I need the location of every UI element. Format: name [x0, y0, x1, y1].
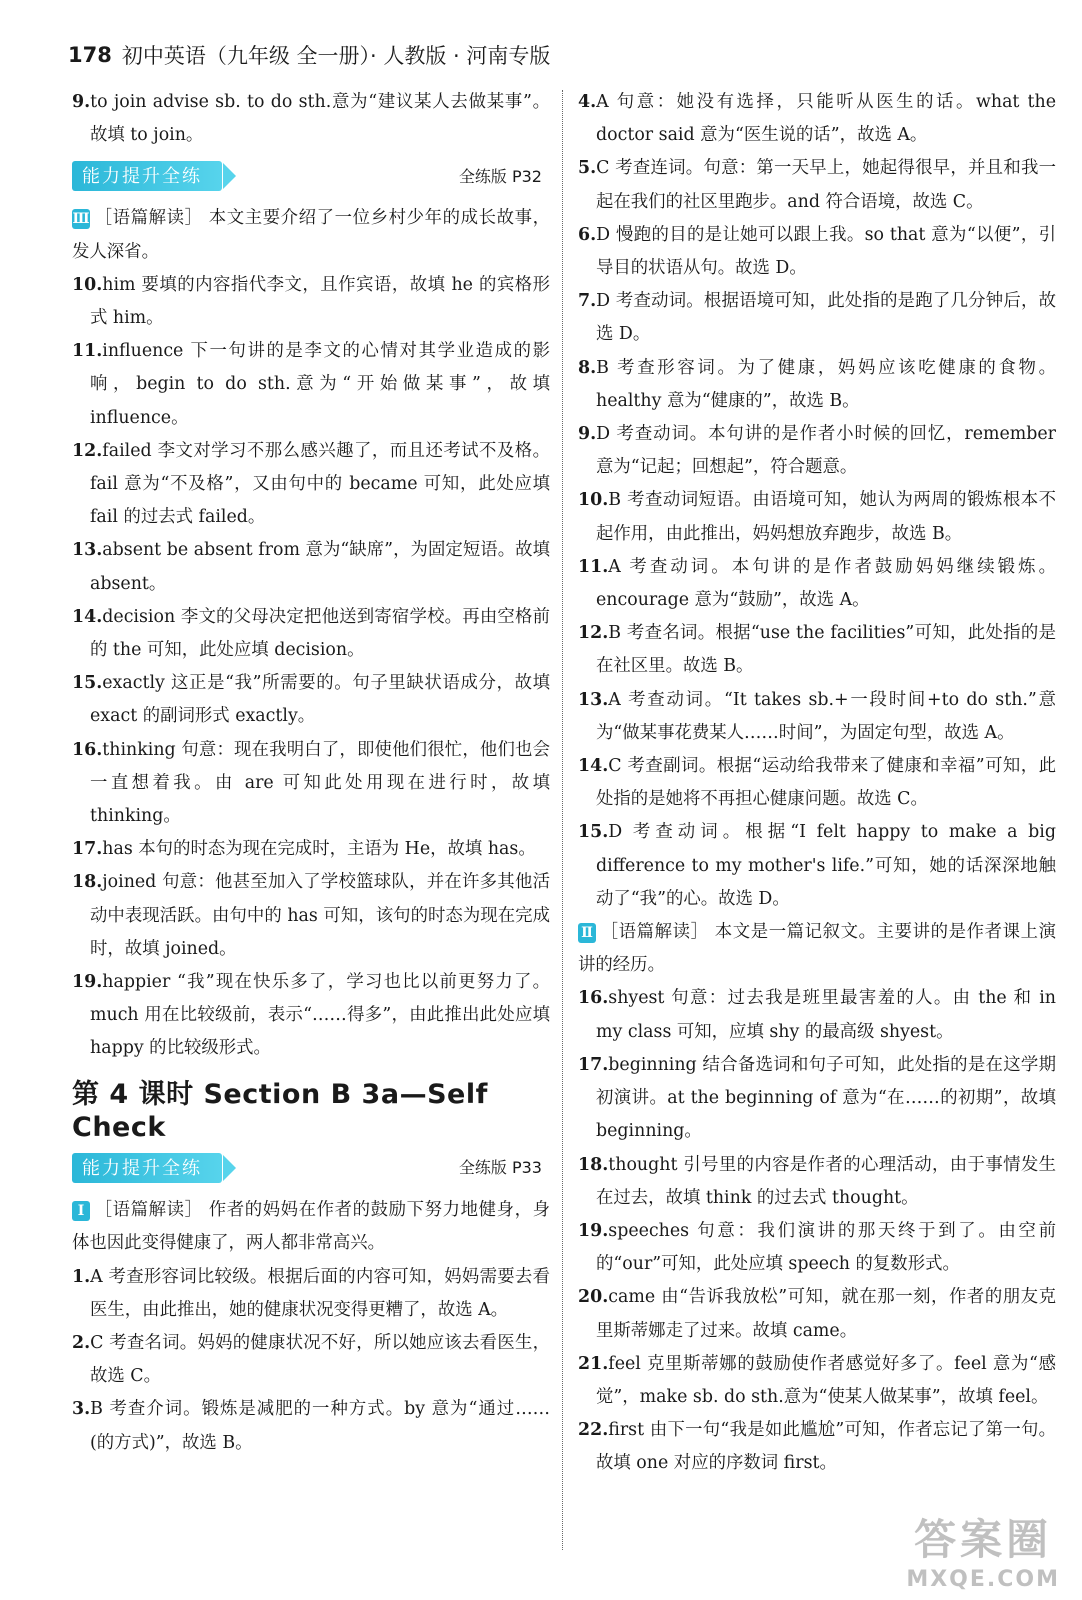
answer-text: influence 下一句讲的是李文的心情对其学业造成的影响，begin to do sth.意为“开始做某事”，故填 influence。 — [90, 341, 550, 428]
passage-summary: Ⅲ ［语篇解读］ 本文主要介绍了一位乡村少年的成长故事，发人深省。 — [72, 208, 550, 262]
answer-text: B 考查介词。锻炼是减肥的一种方式。by 意为“通过……(的方式)”，故选 B。 — [90, 1399, 550, 1453]
answer-number: 11. — [72, 341, 103, 362]
roman-numeral-tag: Ⅱ — [578, 923, 596, 943]
book-title: 初中英语（九年级 全一册）· 人教版 · 河南专版 — [121, 44, 551, 68]
answer-text: thought 引号里的内容是作者的心理活动，由于事情发生在过去，故填 think 的过去式 thought。 — [596, 1154, 1056, 1208]
answer-item — [578, 617, 1056, 683]
answer-text: beginning 结合备选词和句子可知，此处指的是在这学期初演讲。at the beginning of 意为“在……的初期”，故填 beginning。 — [596, 1054, 1056, 1142]
answer-number: 6. — [578, 224, 597, 245]
answer-number: 9. — [578, 424, 597, 445]
answer-text: C 考查连词。句意：第一天早上，她起得很早，并且和我一起在我们的社区里跑步。and 符合语境，故选 C。 — [596, 158, 1056, 212]
answer-item — [72, 966, 550, 1066]
answer-text: feel 克里斯蒂娜的鼓励使作者感觉好多了。feel 意为“感觉”，make sb. do sth.意为“使某人做某事”，故填 feel。 — [596, 1353, 1056, 1407]
answer-number: 12. — [72, 440, 103, 461]
section-bar — [72, 1150, 550, 1186]
answer-text: speeches 句意：我们演讲的那天终于到了。由空前的“our”可知，此处应填 speech 的复数形式。 — [596, 1220, 1056, 1275]
answer-item — [578, 1281, 1056, 1347]
answer-number: 15. — [72, 673, 103, 694]
answer-text: D 慢跑的目的是让她可以跟上我。so that 意为“以便”，引导目的状语从句。故选 D。 — [596, 224, 1056, 279]
answer-text: B 考查动词短语。由语境可知，她认为两周的锻炼根本不起作用，由此推出，妈妈想放弃跑步，故选 B。 — [596, 490, 1056, 544]
answer-item — [578, 1414, 1056, 1480]
answer-text: joined 句意：他甚至加入了学校篮球队，并在许多其他活动中表现活跃。由句中的 has 可知，该句的时态为现在完成时，故填 joined。 — [90, 872, 550, 959]
answer-text: B 考查名词。根据“use the facilities”可知，此处指的是在社区里。故选 B。 — [596, 623, 1056, 677]
answer-text: failed 李文对学习不那么感兴趣了，而且还考试不及格。fail 意为“不及格”，又由句中的 became 可知，此处应填 fail 的过去式 failed。 — [90, 440, 550, 528]
page-header — [68, 38, 550, 72]
answer-number: 18. — [72, 872, 103, 893]
answer-text: C 考查名词。妈妈的健康状况不好，所以她应该去看医生，故选 C。 — [90, 1332, 550, 1387]
answer-item — [72, 1261, 550, 1327]
answer-number: 10. — [578, 490, 609, 511]
answer-text: decision 李文的父母决定把他送到寄宿学校。再由空格前的 the 可知，此处应填 decision。 — [90, 606, 550, 661]
chevron-right-icon — [223, 163, 236, 189]
answer-item — [578, 1049, 1056, 1149]
answer-item — [578, 1215, 1056, 1281]
answer-text: A 考查动词。“It takes sb.+一段时间+to do sth.”意为“做某事花费某人……时间”，为固定句型，故选 A。 — [596, 689, 1056, 743]
column-divider — [562, 90, 563, 1550]
answer-number: 13. — [578, 689, 609, 710]
answer-number: 17. — [578, 1054, 609, 1075]
answer-text: A 句意：她没有选择，只能听从医生的话。what the doctor said 意为“医生说的话”，故选 A。 — [596, 92, 1056, 146]
answer-text: D 考查动词。根据语境可知，此处指的是跑了几分钟后，故选 D。 — [596, 291, 1056, 345]
passage-summary: Ⅰ ［语篇解读］ 作者的妈妈在作者的鼓励下努力地健身，身体也因此变得健康了，两人都非常高兴。 — [72, 1200, 550, 1254]
answer-item: 9.to join advise sb. to do sth.意为“建议某人去做某事”。故填 to join。 — [72, 92, 550, 146]
answer-number: 5. — [578, 158, 597, 179]
left-column — [72, 86, 550, 1460]
answer-number: 22. — [578, 1420, 609, 1441]
answer-number: 2. — [72, 1332, 91, 1353]
answer-item — [72, 667, 550, 733]
answer-item — [578, 816, 1056, 916]
answer-number: 18. — [578, 1154, 609, 1175]
answer-item — [578, 86, 1056, 152]
answer-list — [578, 86, 1056, 916]
answer-number: 1. — [72, 1266, 91, 1287]
answer-item — [578, 285, 1056, 351]
right-column — [578, 86, 1056, 1481]
answer-item — [72, 269, 550, 335]
answer-text: shyest 句意：过去我是班里最害羞的人。由 the 和 in my class 可知，应填 shy 的最高级 shyest。 — [596, 988, 1056, 1042]
answer-item — [72, 866, 550, 966]
answer-item — [72, 335, 550, 435]
answer-item — [578, 152, 1056, 218]
answer-number: 17. — [72, 839, 103, 860]
answer-text: D 考查动词。根据“I felt happy to make a big difference to my mother's life.”可知，她的话深深地触动了“我”的心。故选 D。 — [596, 822, 1056, 909]
answer-item — [578, 750, 1056, 816]
answer-item — [72, 1393, 550, 1459]
answer-number: 19. — [578, 1220, 609, 1241]
roman-numeral-tag: Ⅲ — [72, 211, 90, 228]
answer-number: 15. — [578, 822, 609, 843]
chevron-right-icon — [223, 1155, 236, 1181]
answer-text: A 考查形容词比较级。根据后面的内容可知，妈妈需要去看医生，由此推出，她的健康状况变得更糟了，故选 A。 — [90, 1266, 550, 1320]
answer-item — [578, 219, 1056, 285]
passage-summary: Ⅱ ［语篇解读］ 本文是一篇记叙文。主要讲的是作者课上演讲的经历。 — [578, 922, 1056, 976]
answer-text: him 要填的内容指代李文，且作宾语，故填 he 的宾格形式 him。 — [90, 274, 550, 329]
answer-number: 14. — [72, 606, 103, 627]
practice-badge: 能力提升全练 — [72, 161, 222, 191]
answer-item — [578, 684, 1056, 750]
answer-item — [72, 833, 550, 866]
answer-text: B 考查形容词。为了健康，妈妈应该吃健康的食物。healthy 意为“健康的”，故选 B。 — [596, 357, 1056, 411]
answer-item — [72, 734, 550, 834]
page-number: 178 — [68, 43, 112, 67]
answer-text: first 由下一句“我是如此尴尬”可知，作者忘记了第一句。故填 one 对应的序数词 first。 — [596, 1420, 1056, 1474]
answer-item — [578, 484, 1056, 550]
answer-number: 7. — [578, 291, 597, 312]
answer-text: absent be absent from 意为“缺席”，为固定短语。故填 absent。 — [90, 540, 550, 594]
answer-number: 10. — [72, 274, 103, 295]
answer-text: A 考查动词。本句讲的是作者鼓励妈妈继续锻炼。encourage 意为“鼓励”，故选 A。 — [596, 556, 1056, 611]
answer-text: happier “我”现在快乐多了，学习也比以前更努力了。much 用在比较级前，表示“……得多”，由此推出此处应填 happy 的比较级形式。 — [90, 972, 550, 1059]
answer-text: exactly 这正是“我”所需要的。句子里缺状语成分，故填 exact 的副词形式 exactly。 — [90, 673, 550, 727]
answer-number: 16. — [72, 739, 103, 760]
answer-item — [578, 418, 1056, 484]
lesson-title: 第 4 课时 Section B 3a—Self Check — [72, 1078, 488, 1143]
watermark-logo: 答案圈 MXQE.COM — [906, 1515, 1060, 1592]
practice-ref: 全练版 P33 — [458, 1158, 542, 1178]
answer-item — [72, 534, 550, 600]
answer-text: came 由“告诉我放松”可知，就在那一刻，作者的朋友克里斯蒂娜走了过来。故填 came。 — [596, 1287, 1056, 1341]
answer-number: 20. — [578, 1287, 609, 1308]
answer-text: D 考查动词。本句讲的是作者小时候的回忆，remember 意为“记起；回想起”，符合题意。 — [596, 424, 1056, 478]
answer-text: has 本句的时态为现在完成时，主语为 He，故填 has。 — [102, 839, 536, 860]
answer-number: 13. — [72, 540, 103, 561]
answer-item — [72, 601, 550, 667]
answer-text: C 考查副词。根据“运动给我带来了健康和幸福”可知，此处指的是她将不再担心健康问题。故选 C。 — [596, 756, 1056, 810]
answer-number: 3. — [72, 1399, 91, 1420]
section-bar — [72, 158, 550, 194]
answer-text: thinking 句意：现在我明白了，即使他们很忙，他们也会一直想着我。由 are 可知此处用现在进行时，故填 thinking。 — [90, 739, 550, 827]
answer-number: 12. — [578, 623, 609, 644]
answer-number: 4. — [578, 92, 597, 112]
answer-number: 16. — [578, 988, 609, 1009]
practice-badge: 能力提升全练 — [72, 1153, 222, 1183]
answer-item — [578, 982, 1056, 1048]
practice-ref: 全练版 P32 — [458, 166, 542, 186]
answer-number: 19. — [72, 972, 103, 993]
answer-number: 21. — [578, 1353, 609, 1374]
answer-item — [72, 435, 550, 535]
answer-item — [578, 352, 1056, 418]
answer-list — [72, 269, 550, 1066]
answer-list — [578, 982, 1056, 1480]
answer-list — [72, 1261, 550, 1460]
answer-number: 11. — [578, 556, 609, 577]
roman-numeral-tag: Ⅰ — [72, 1201, 90, 1221]
answer-number: 8. — [578, 357, 597, 378]
answer-number: 14. — [578, 756, 609, 777]
answer-item — [72, 1327, 550, 1393]
answer-item — [578, 1348, 1056, 1414]
answer-item — [578, 551, 1056, 617]
answer-item — [578, 1149, 1056, 1215]
